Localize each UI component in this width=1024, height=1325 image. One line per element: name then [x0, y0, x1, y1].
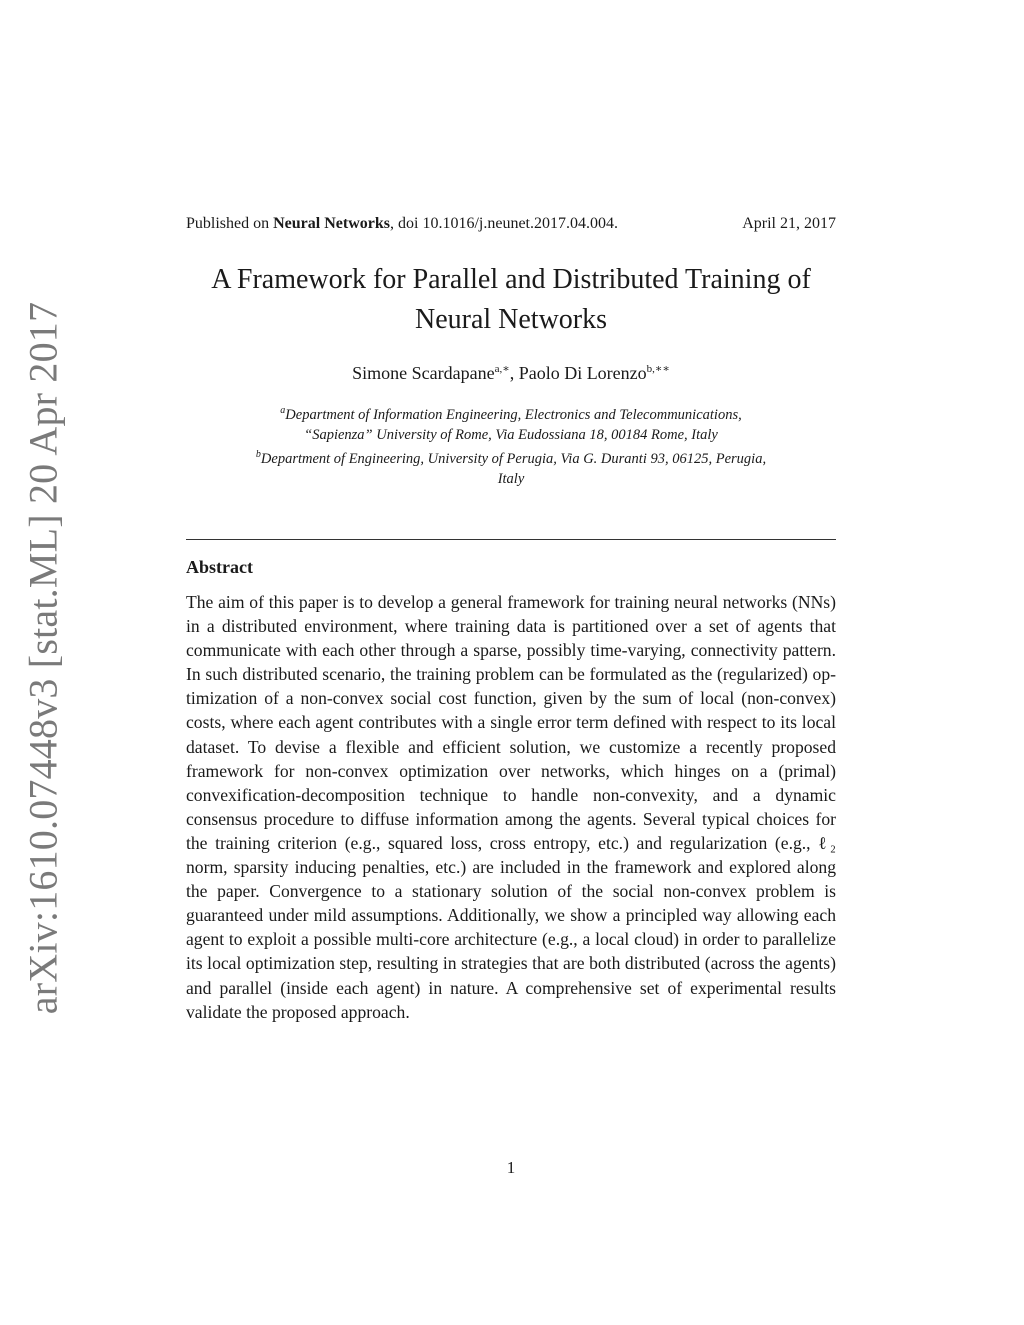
- author-1: Simone Scardapane: [352, 363, 495, 383]
- affiliation-a-line-2: “Sapienza” University of Rome, Via Eudossiana 18, 00184 Rome, Italy: [304, 426, 718, 443]
- page-number: 1: [506, 1158, 516, 1177]
- paper-title: [186, 260, 836, 340]
- published-prefix: Published on: [186, 215, 274, 232]
- title-line-2: Neural Networks: [414, 304, 608, 335]
- affiliation-b-line-1: [186, 445, 836, 469]
- publication-date: April 21, 2017: [742, 215, 836, 232]
- publication-info: [186, 215, 618, 233]
- affiliation-b-line-2: Italy: [497, 470, 525, 487]
- author-2-mark: b,∗∗: [646, 363, 670, 375]
- author-separator: ,: [509, 363, 519, 383]
- affiliation-a-mark: a: [280, 405, 286, 416]
- author-1-mark: a,∗: [494, 363, 510, 375]
- section-divider: [186, 539, 836, 540]
- journal-name: Neural Networks: [273, 215, 390, 232]
- doi-text: , doi 10.1016/j.neunet.2017.04.004.: [390, 215, 618, 232]
- author-2: Paolo Di Lorenzo: [518, 363, 647, 383]
- author-list: [186, 362, 836, 384]
- affiliation-b-mark: b: [255, 448, 261, 460]
- affiliation-b-text-1: Department of Engineering, University of Perugia, Via G. Duranti 93, 06125, Perugia,: [260, 450, 767, 467]
- title-line-1: A Framework for Parallel and Distributed Training of: [211, 264, 811, 295]
- arxiv-identifier-stamp: arXiv:1610.07448v3 [stat.ML] 20 Apr 2017: [20, 301, 66, 1015]
- affiliations: [186, 401, 836, 489]
- abstract-text: The aim of this paper is to develop a general framework for training neural networks (NNs) in a distributed environment, where training data is partitioned over a set of agents that communicate with each other through a sparse, possibly time-varying, connectivity pattern. In such distributed scenario, the training problem can be formulated as the (regularized) optimization of a non-convex social cost function, given by the sum of local (non-convex) costs, where each agent contributes with a single error term defined with respect to its local dataset. To devise a flexible and efficient solution, we customize a recently proposed framework for non-convex optimization over networks, which hinges on a (primal) convexification-decomposition technique to handle non-convexity, and a dynamic consensus procedure to diffuse information among the agents. Several typical choices for the training criterion (e.g., squared loss, cross entropy, etc.) and regularization (e.g., ℓ₂ norm, sparsity inducing penalties, etc.) are included in the framework and explored along the paper. Convergence to a stationary solution of the social non-convex problem is guaranteed under mild assumptions. Additionally, we show a principled way allowing each agent to exploit a possible multi-core architecture (e.g., a local cloud) in order to parallelize its local optimization step, resulting in strategies that are both distributed (across the agents) and parallel (inside each agent) in nature. A comprehensive set of experimental results validate the proposed approach.: [186, 592, 836, 1022]
- affiliation-a-line-1: [186, 401, 836, 425]
- affiliation-a-text-1: Department of Information Engineering, Electronics and Telecommunications,: [285, 406, 742, 423]
- publication-header: [186, 215, 836, 233]
- abstract-heading: Abstract: [186, 557, 253, 577]
